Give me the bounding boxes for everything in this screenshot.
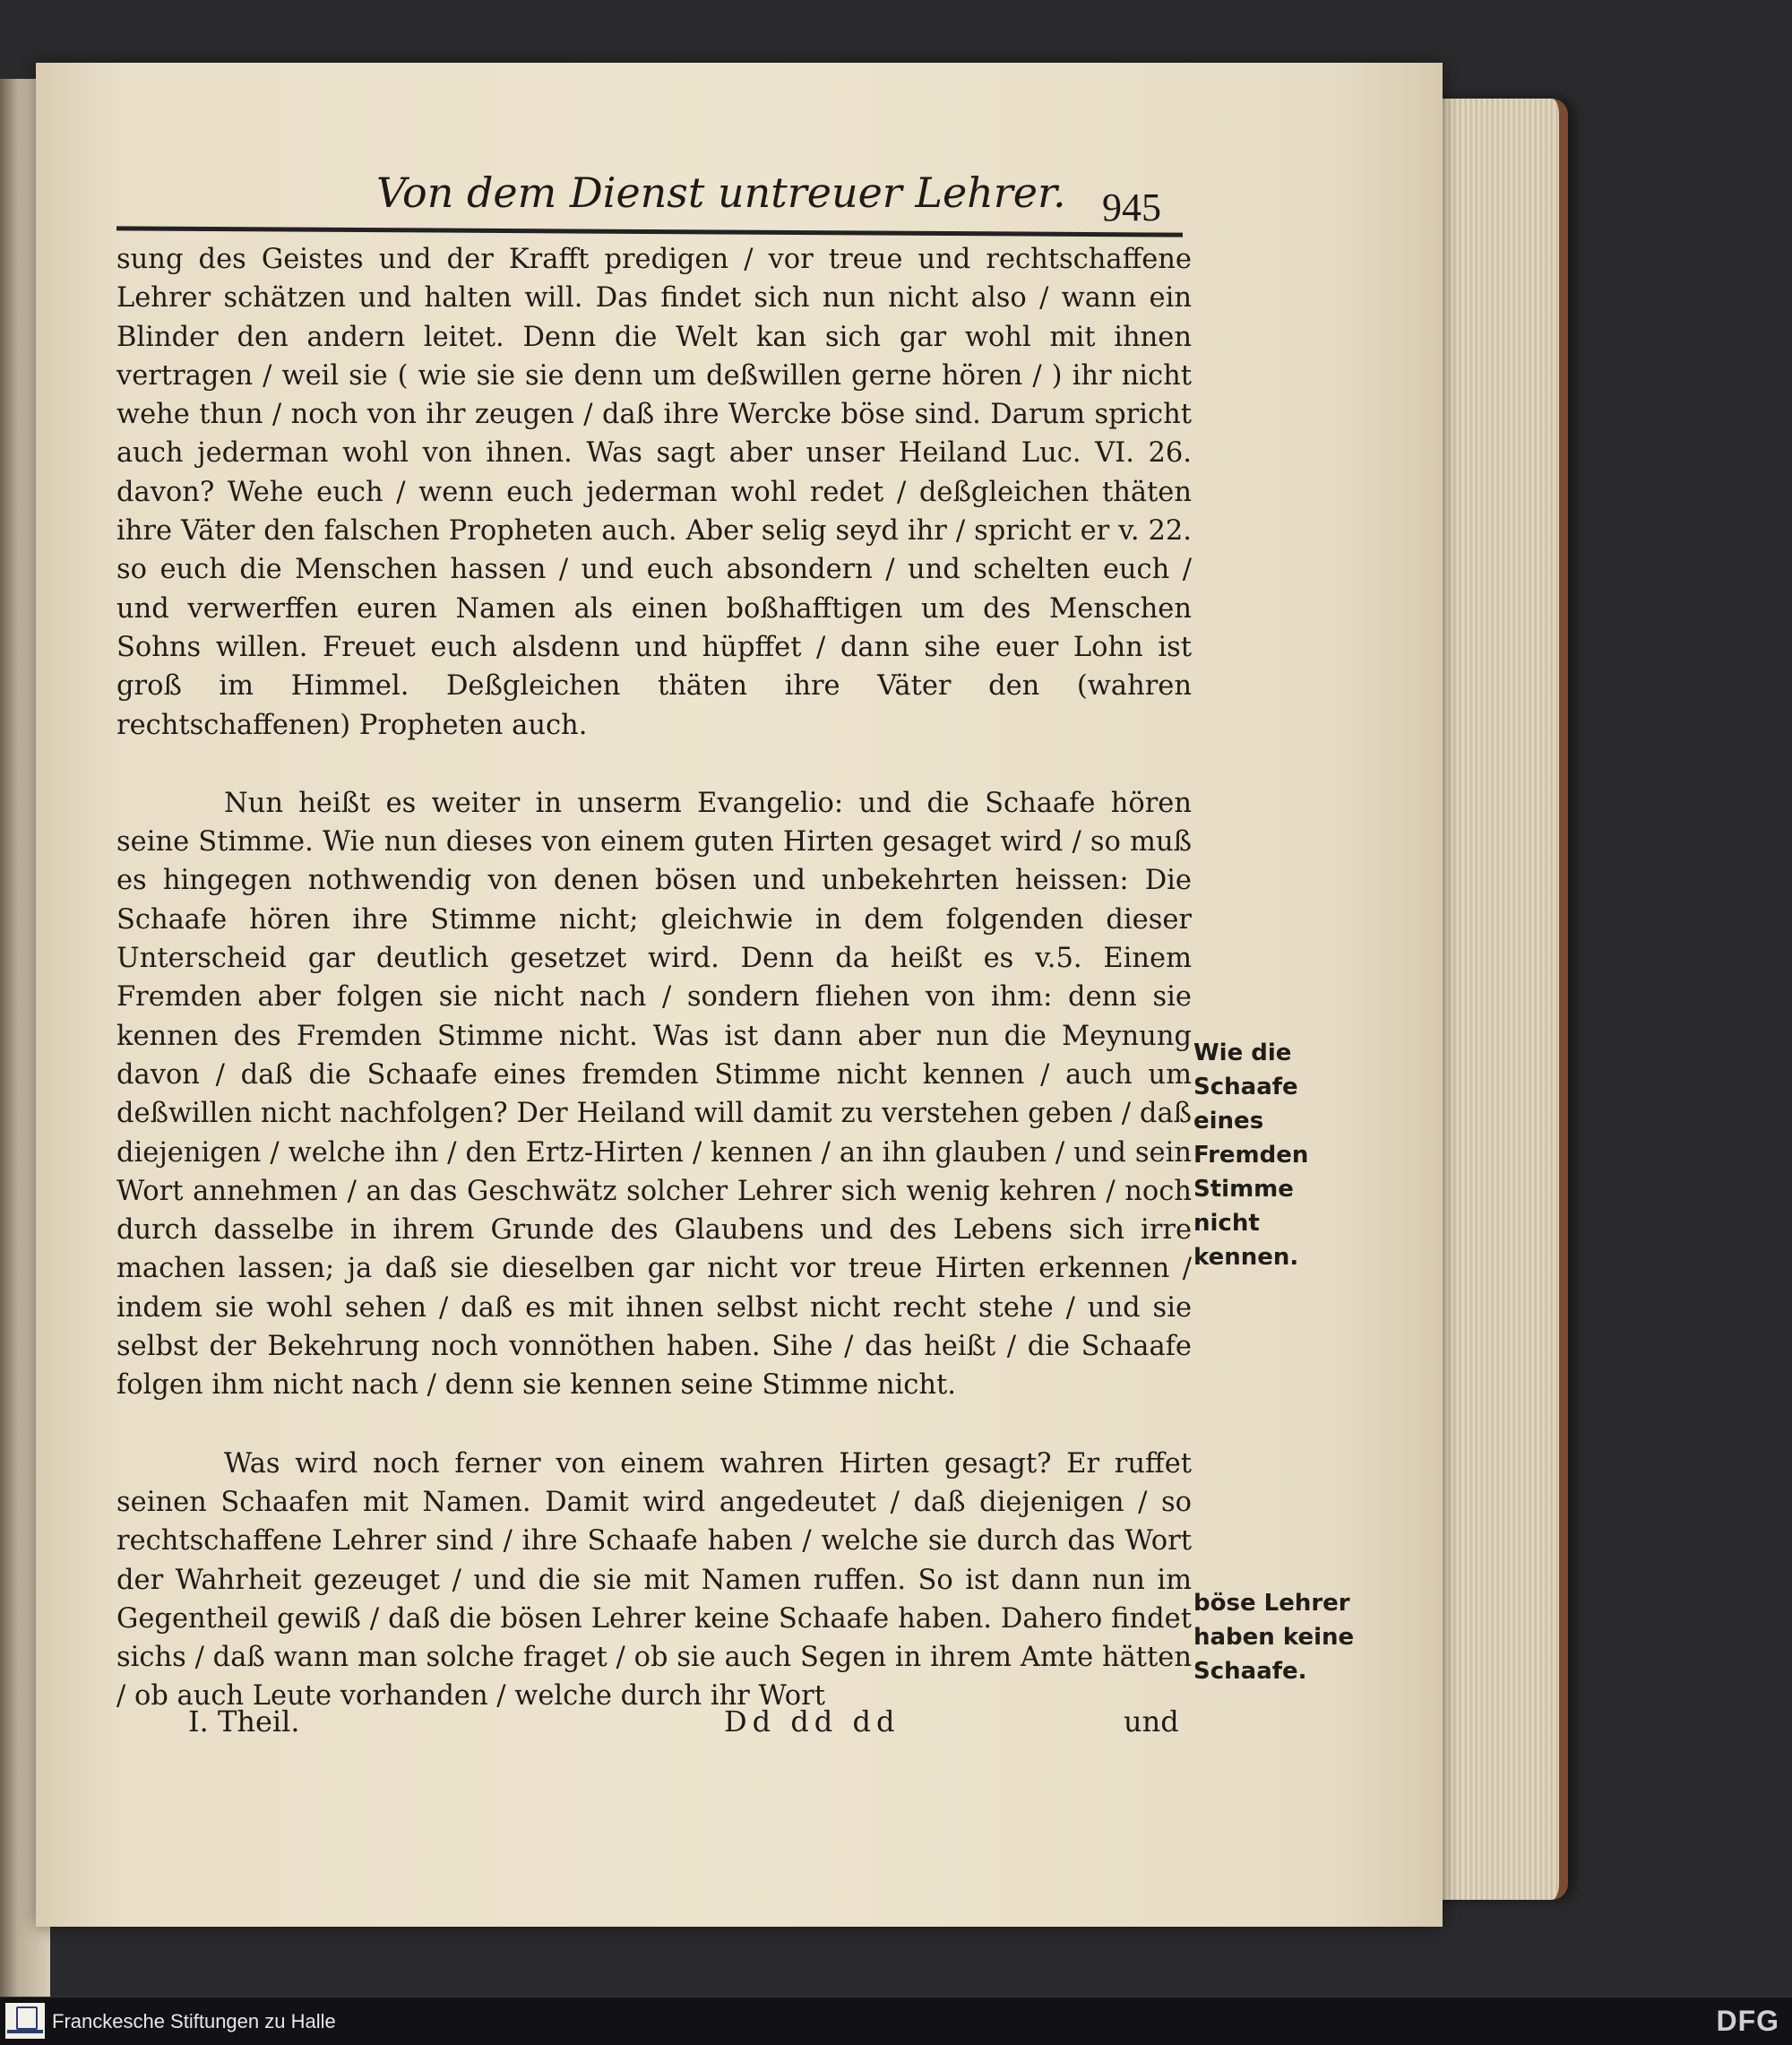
running-head: Von dem Dienst untreuer Lehrer. (376, 168, 1066, 217)
volume-label: I. Theil. (188, 1704, 300, 1739)
catchword: und (1124, 1704, 1179, 1739)
signature-mark: Dd dd dd (724, 1704, 900, 1739)
page-block-edge (1434, 99, 1568, 1900)
paragraph: Nun heißt es weiter in unserm Evangelio: und die Schaafe hören seine Stimme. Wie nun dieses von einem guten Hirten gesaget wird / so muß es hingegen nothwendig von denen bösen und unbekehrten heissen: Die Schaafe hören ihre Stimme nicht; gleichwie in dem folgenden dieser Unterscheid gar deutlich gesetzet wird. Denn da heißt es v.5. Einem Fremden aber folgen sie nicht nach / sondern fliehen von ihm: denn sie kennen des Fremden Stimme nicht. Was ist dann aber nun die Meynung davon / daß die Schaafe eines fremden Stimme nicht kennen / auch um deßwillen nicht nachfolgen? Der Heiland will damit zu verstehen geben / daß diejenigen / welche ihn / den Ertz-Hirten / kennen / an ihn glauben / und sein Wort annehmen / an das Geschwätz solcher Lehrer sich wenig kehren / noch durch dasselbe in ihrem Grunde des Glaubens und des Lebens sich irre machen lassen; ja daß sie dieselben gar nicht vor treue Hirten erkennen / indem sie wohl sehen / daß es mit ihnen selbst nicht recht stehe / und sie selbst der Bekehrung noch vonnöthen haben. Sihe / das heißt / die Schaafe folgen ihm nicht nach / denn sie kennen seine Stimme nicht. (116, 787, 1192, 1402)
page-number: 945 (1102, 186, 1161, 229)
dfg-logo[interactable]: DFG (1716, 2005, 1779, 2037)
body-text (116, 240, 1192, 1716)
paragraph: sung des Geistes und der Krafft predigen / vor treue und rechtschaffene Lehrer schätzen und halten will. Das findet sich nun nicht also / wann ein Blinder den andern leitet. Denn die Welt kan sich gar wohl mit ihnen vertragen / weil sie ( wie sie sie denn um deßwillen gerne hören / ) ihr nicht wehe thun / noch von ihr zeugen / daß ihre Wercke böse sind. Darum spricht auch jederman wohl von ihnen. Was sagt aber unser Heiland Luc. VI. 26. davon? Wehe euch / wenn euch jederman wohl redet / deßgleichen thäten ihre Väter den falschen Propheten auch. Aber selig seyd ihr / spricht er v. 22. so euch die Menschen hassen / und euch absondern / und schelten euch / und verwerffen euren Namen als einen boßhafftigen um des Menschen Sohns willen. Freuet euch alsdenn und hüpffet / dann sihe euer Lohn ist groß im Himmel. Deßgleichen thäten ihre Väter den (wahren rechtschaffenen) Propheten auch. (116, 244, 1192, 741)
viewer-footer-bar (0, 1997, 1792, 2045)
margin-note: Wie die Schaafe eines Fremden Stimme nicht kennen. (1193, 1040, 1309, 1271)
institution-logo-icon[interactable] (5, 2003, 45, 2039)
paragraph: Was wird noch ferner von einem wahren Hirten gesagt? Er ruffet seinen Schaafen mit Namen. Damit wird angedeutet / daß diejenigen / so rechtschaffene Lehrer sind / ihre Schaafe haben / welche sie durch das Wort der Wahrheit gezeuget / und die sie mit Namen ruffen. So ist dann nun im Gegentheil gewiß / daß die bösen Lehrer keine Schaafe haben. Dahero findet sichs / daß wann man solche fraget / ob sie auch Segen in ihrem Amte hätten / ob auch Leute vorhanden / welche durch ihr Wort (116, 1447, 1192, 1713)
institution-link[interactable]: Franckesche Stiftungen zu Halle (52, 2010, 336, 2032)
margin-note: böse Lehrer haben keine Schaafe. (1193, 1590, 1355, 1685)
